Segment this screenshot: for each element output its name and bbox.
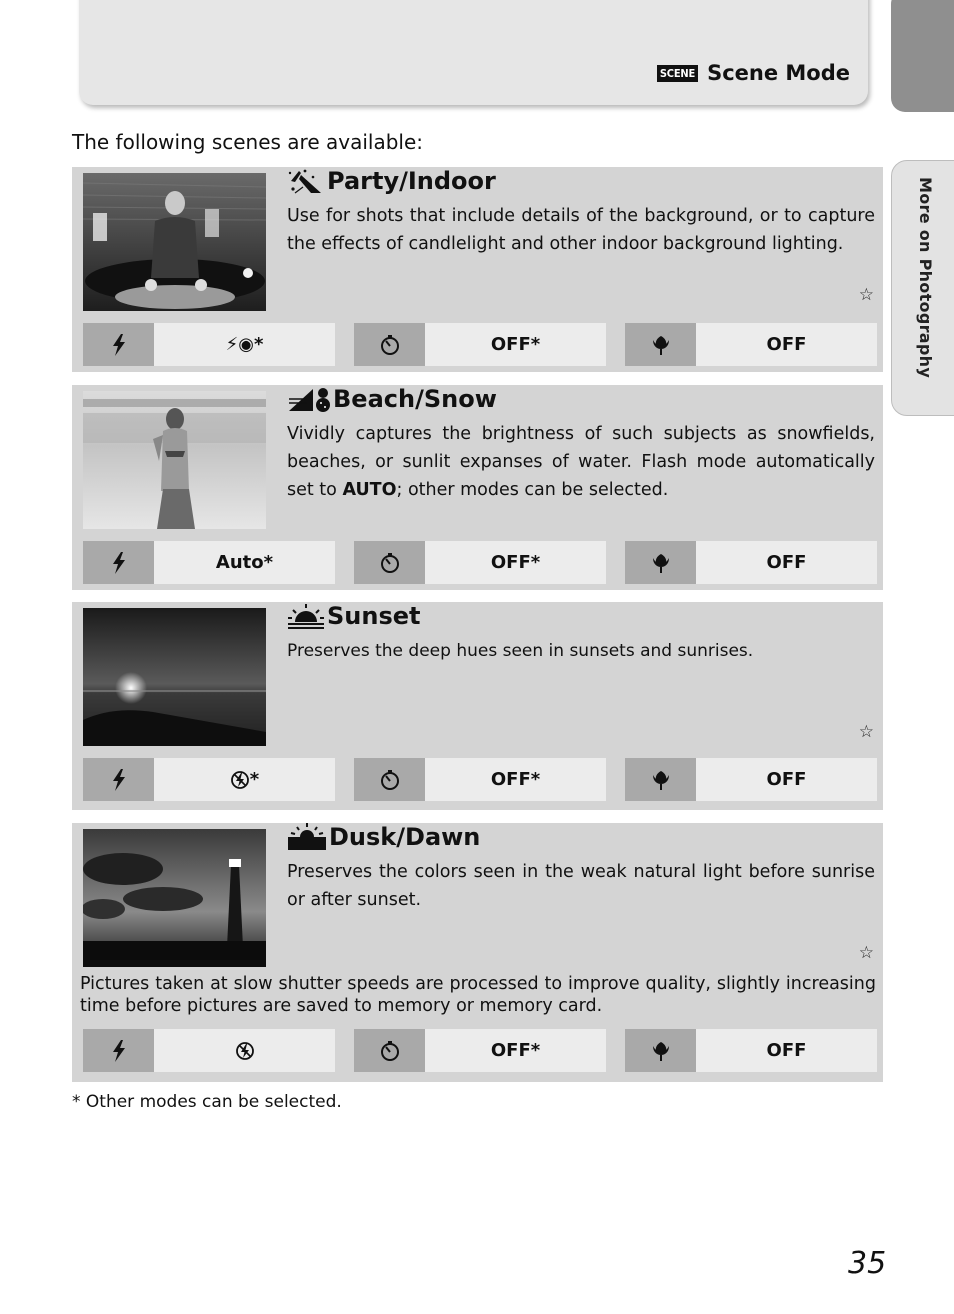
settings-row bbox=[83, 541, 879, 584]
self-timer-icon bbox=[379, 1040, 401, 1062]
scene-section-dusk-dawn bbox=[72, 823, 883, 1082]
scene-description bbox=[287, 420, 875, 504]
dusk-dawn-photo bbox=[83, 829, 266, 967]
flash-off-icon bbox=[235, 1041, 255, 1061]
footnote: * Other modes can be selected. bbox=[72, 1092, 342, 1112]
settings-row bbox=[83, 323, 879, 366]
scene-title-party-indoor bbox=[287, 167, 496, 195]
scene-section-party-indoor bbox=[72, 167, 883, 372]
macro-flower-icon bbox=[651, 1040, 671, 1062]
header-title-text: Scene Mode bbox=[707, 61, 850, 85]
macro-value: OFF bbox=[696, 541, 877, 584]
macro-cell bbox=[625, 1029, 696, 1072]
self-timer-value: OFF* bbox=[425, 1029, 606, 1072]
scene-title-dusk-dawn bbox=[287, 823, 480, 851]
page-number: 35 bbox=[848, 1246, 887, 1281]
flash-mode-cell bbox=[83, 758, 154, 801]
chapter-tab-label: More on Photography bbox=[916, 177, 935, 379]
scene-description: Preserves the colors seen in the weak natural light before sunrise or after sunset. bbox=[287, 862, 875, 910]
self-timer-icon bbox=[379, 552, 401, 574]
macro-value: OFF bbox=[696, 758, 877, 801]
page-header-title bbox=[657, 61, 850, 85]
settings-row bbox=[83, 1029, 879, 1072]
self-timer-value: OFF* bbox=[425, 541, 606, 584]
scene-title-sunset bbox=[287, 602, 421, 630]
self-timer-value: OFF* bbox=[425, 758, 606, 801]
macro-value: OFF bbox=[696, 1029, 877, 1072]
scene-title-text: Party/Indoor bbox=[327, 167, 496, 195]
macro-cell bbox=[625, 323, 696, 366]
scene-title-beach-snow bbox=[287, 385, 497, 413]
flash-mode-value-text: * bbox=[249, 769, 260, 790]
macro-flower-icon bbox=[651, 334, 671, 356]
star-icon: ☆ bbox=[858, 722, 874, 742]
flash-icon bbox=[111, 1040, 127, 1062]
flash-off-icon bbox=[230, 770, 250, 790]
flash-mode-value: ⚡◉* bbox=[154, 323, 335, 366]
scene-description-pre: Vividly captures the brightness of such subjects as snowfields, beaches, or sunlit expanses of water. Flash mode automatically set to bbox=[287, 424, 875, 500]
chapter-tab-dark bbox=[891, 0, 954, 112]
header-box bbox=[79, 0, 868, 105]
flash-icon bbox=[111, 334, 127, 356]
scene-description: Preserves the deep hues seen in sunsets and sunrises. bbox=[287, 641, 754, 661]
scene-title-text: Beach/Snow bbox=[333, 385, 497, 413]
macro-flower-icon bbox=[651, 552, 671, 574]
flash-mode-value: Auto* bbox=[154, 541, 335, 584]
macro-value: OFF bbox=[696, 323, 877, 366]
scene-description-post: ; other modes can be selected. bbox=[396, 480, 669, 500]
self-timer-cell bbox=[354, 323, 425, 366]
flash-icon bbox=[111, 769, 127, 791]
intro-text: The following scenes are available: bbox=[72, 130, 424, 154]
sunset-photo bbox=[83, 608, 266, 746]
party-indoor-photo bbox=[83, 173, 266, 311]
flash-mode-cell bbox=[83, 323, 154, 366]
flash-mode-value bbox=[154, 758, 335, 801]
scene-note: Pictures taken at slow shutter speeds are processed to improve quality, slightly increasing time before pictures are saved to memory or memory card. bbox=[80, 974, 876, 1016]
party-icon bbox=[287, 167, 325, 195]
macro-cell bbox=[625, 541, 696, 584]
scene-title-text: Sunset bbox=[327, 602, 421, 630]
flash-mode-value bbox=[154, 1029, 335, 1072]
beach-snow-icon bbox=[287, 385, 331, 413]
chapter-tab bbox=[891, 160, 954, 416]
star-icon: ☆ bbox=[858, 285, 874, 305]
self-timer-icon bbox=[379, 769, 401, 791]
scene-section-sunset bbox=[72, 602, 883, 810]
scene-description-bold: AUTO bbox=[342, 480, 397, 500]
self-timer-cell bbox=[354, 758, 425, 801]
flash-mode-cell bbox=[83, 541, 154, 584]
sunset-icon bbox=[287, 602, 325, 630]
macro-cell bbox=[625, 758, 696, 801]
scene-title-text: Dusk/Dawn bbox=[329, 823, 481, 851]
flash-icon bbox=[111, 552, 127, 574]
self-timer-cell bbox=[354, 541, 425, 584]
flash-mode-cell bbox=[83, 1029, 154, 1072]
scene-section-beach-snow bbox=[72, 385, 883, 590]
macro-flower-icon bbox=[651, 769, 671, 791]
self-timer-cell bbox=[354, 1029, 425, 1072]
self-timer-icon bbox=[379, 334, 401, 356]
settings-row bbox=[83, 758, 879, 801]
scene-description: Use for shots that include details of the background, or to capture the effects of candlelight and other indoor background lighting. bbox=[287, 206, 875, 254]
dusk-dawn-icon bbox=[287, 823, 327, 851]
scene-mode-icon: SCENE bbox=[657, 65, 698, 82]
self-timer-value: OFF* bbox=[425, 323, 606, 366]
beach-snow-photo bbox=[83, 391, 266, 529]
star-icon: ☆ bbox=[858, 943, 874, 963]
